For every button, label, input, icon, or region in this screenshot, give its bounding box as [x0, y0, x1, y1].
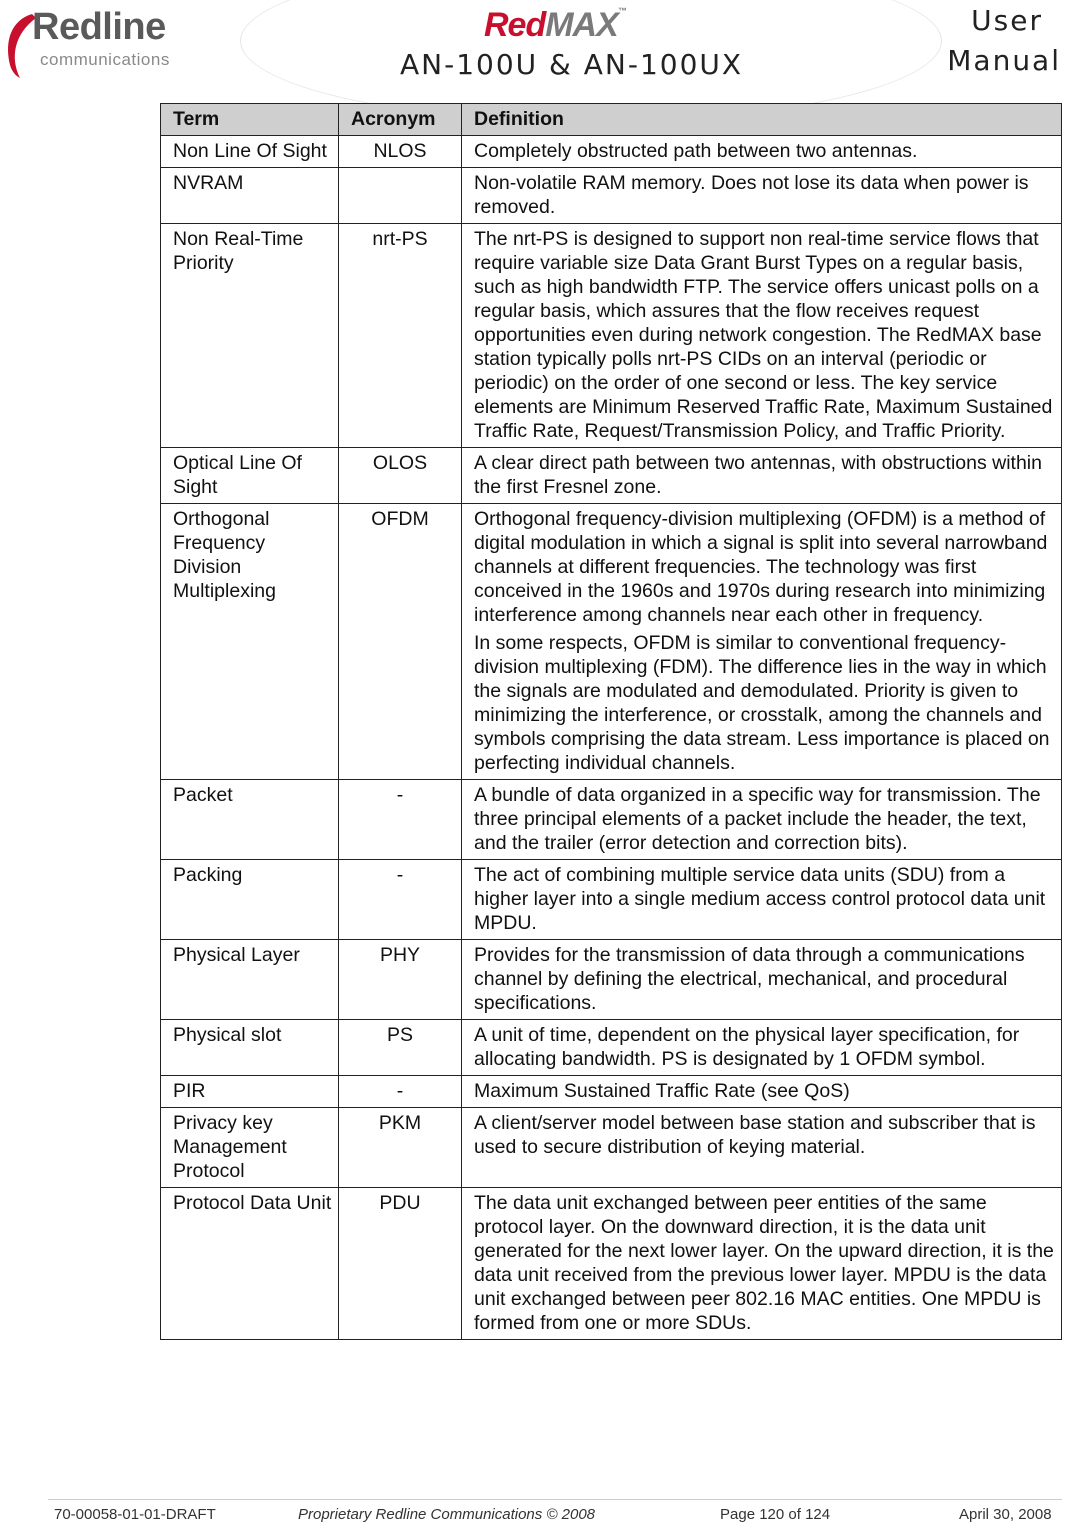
manual-label-line1: User — [971, 4, 1043, 37]
redmax-logo — [484, 6, 626, 45]
term-cell: Protocol Data Unit — [161, 1188, 339, 1340]
definition-paragraph: A bundle of data organized in a specific way for transmission. The three principal elements of a packet include the header, the text, and the trailer (error detection and correction bits). — [474, 784, 1041, 854]
definition-paragraph: A unit of time, dependent on the physical layer specification, for allocating bandwidth. PS is designated by 1 OFDM symbol. — [474, 1024, 1020, 1070]
redmax-logo-grey: MAX — [545, 6, 618, 44]
term-cell: PIR — [161, 1076, 339, 1108]
definition-cell — [462, 168, 1062, 224]
term-cell: Optical Line Of Sight — [161, 448, 339, 504]
product-title: AN-100U & AN-100UX — [400, 48, 744, 81]
definition-paragraph: In some respects, OFDM is similar to conventional frequency-division multiplexing (FDM). The difference lies in the way in which the signals are modulated and demodulated. Priority is given to minimizing the interference, or crosstalk, among the channels and symbols comprising the data stream. Less importance is placed on perfecting individual channels. — [474, 632, 1050, 774]
table-row — [161, 448, 1062, 504]
acronym-cell: nrt-PS — [339, 224, 462, 448]
glossary-table-body — [161, 136, 1062, 1340]
definition-paragraph: Non-volatile RAM memory. Does not lose its data when power is removed. — [474, 172, 1029, 218]
footer-page-number: Page 120 of 124 — [720, 1506, 831, 1523]
definition-cell — [462, 1108, 1062, 1188]
page-header — [0, 0, 1065, 92]
table-row — [161, 1108, 1062, 1188]
definition-paragraph: Maximum Sustained Traffic Rate (see QoS) — [474, 1080, 850, 1102]
redmax-logo-red: Red — [484, 6, 546, 44]
table-row — [161, 224, 1062, 448]
footer-doc-id: 70-00058-01-01-DRAFT — [54, 1506, 216, 1523]
definition-paragraph: Orthogonal frequency-division multiplexing (OFDM) is a method of digital modulation in which a signal is split into several narrowband channels at different frequencies. The technology was first conceived in the 1960s and 1970s during research into minimizing interference among channels near each other in frequency. — [474, 508, 1048, 626]
table-row — [161, 1020, 1062, 1076]
acronym-cell: PKM — [339, 1108, 462, 1188]
acronym-cell — [339, 168, 462, 224]
definition-cell — [462, 448, 1062, 504]
definition-paragraph: The act of combining multiple service data units (SDU) from a higher layer into a single medium access control protocol data unit MPDU. — [474, 864, 1046, 934]
glossary-table — [160, 103, 1062, 1340]
acronym-cell: - — [339, 1076, 462, 1108]
term-cell: Packing — [161, 860, 339, 940]
redline-logo — [0, 4, 210, 74]
column-header-definition: Definition — [462, 104, 1062, 136]
table-row — [161, 860, 1062, 940]
company-subtitle: communications — [40, 50, 170, 69]
trademark-symbol: ™ — [617, 6, 626, 16]
acronym-cell: OFDM — [339, 504, 462, 780]
term-cell: Privacy key Management Protocol — [161, 1108, 339, 1188]
acronym-cell: NLOS — [339, 136, 462, 168]
manual-label-line2: Manual — [947, 44, 1061, 77]
definition-cell — [462, 224, 1062, 448]
term-cell: Orthogonal Frequency Division Multiplexing — [161, 504, 339, 780]
company-name: Redline — [32, 6, 166, 48]
acronym-cell: - — [339, 780, 462, 860]
column-header-term: Term — [161, 104, 339, 136]
table-row — [161, 504, 1062, 780]
acronym-cell: PHY — [339, 940, 462, 1020]
term-cell: Physical Layer — [161, 940, 339, 1020]
definition-cell — [462, 136, 1062, 168]
column-header-acronym: Acronym — [339, 104, 462, 136]
definition-cell — [462, 1188, 1062, 1340]
table-row — [161, 168, 1062, 224]
table-row — [161, 940, 1062, 1020]
definition-cell — [462, 860, 1062, 940]
acronym-cell: PDU — [339, 1188, 462, 1340]
definition-paragraph: Provides for the transmission of data through a communications channel by defining the electrical, mechanical, and procedural specifications. — [474, 944, 1025, 1014]
term-cell: Physical slot — [161, 1020, 339, 1076]
term-cell: Non Line Of Sight — [161, 136, 339, 168]
definition-cell — [462, 1020, 1062, 1076]
definition-paragraph: A clear direct path between two antennas, with obstructions within the first Fresnel zone. — [474, 452, 1042, 498]
footer-divider — [48, 1499, 1062, 1500]
acronym-cell: - — [339, 860, 462, 940]
term-cell: NVRAM — [161, 168, 339, 224]
table-header-row — [161, 104, 1062, 136]
term-cell: Packet — [161, 780, 339, 860]
acronym-cell: PS — [339, 1020, 462, 1076]
definition-cell — [462, 780, 1062, 860]
definition-cell — [462, 1076, 1062, 1108]
table-row — [161, 780, 1062, 860]
table-row — [161, 1076, 1062, 1108]
definition-cell — [462, 504, 1062, 780]
table-row — [161, 1188, 1062, 1340]
footer-date: April 30, 2008 — [959, 1506, 1052, 1523]
definition-paragraph: A client/server model between base station and subscriber that is used to secure distribution of keying material. — [474, 1112, 1036, 1158]
definition-paragraph: The nrt-PS is designed to support non real-time service flows that require variable size Data Grant Burst Types on a regular basis, such as high bandwidth FTP. The service offers unicast polls on a regular basis, which assures that the flow receives request opportunities even during network congestion. The RedMAX base station typically polls nrt-PS CIDs on an interval (periodic or periodic) on the order of one second or less. The key service elements are Minimum Reserved Traffic Rate, Maximum Sustained Traffic Rate, Request/Transmission Policy, and Traffic Priority. — [474, 228, 1053, 442]
term-cell: Non Real-Time Priority — [161, 224, 339, 448]
acronym-cell: OLOS — [339, 448, 462, 504]
definition-paragraph: The data unit exchanged between peer entities of the same protocol layer. On the downward direction, it is the data unit generated for the next lower layer. On the upward direction, it is the data unit received from the previous lower layer. MPDU is the data unit exchanged between peer 802.16 MAC entities. One MPDU is formed from one or more SDUs. — [474, 1192, 1054, 1334]
footer-proprietary: Proprietary Redline Communications © 2008 — [298, 1506, 596, 1523]
table-row — [161, 136, 1062, 168]
definition-cell — [462, 940, 1062, 1020]
definition-paragraph: Completely obstructed path between two antennas. — [474, 140, 918, 162]
